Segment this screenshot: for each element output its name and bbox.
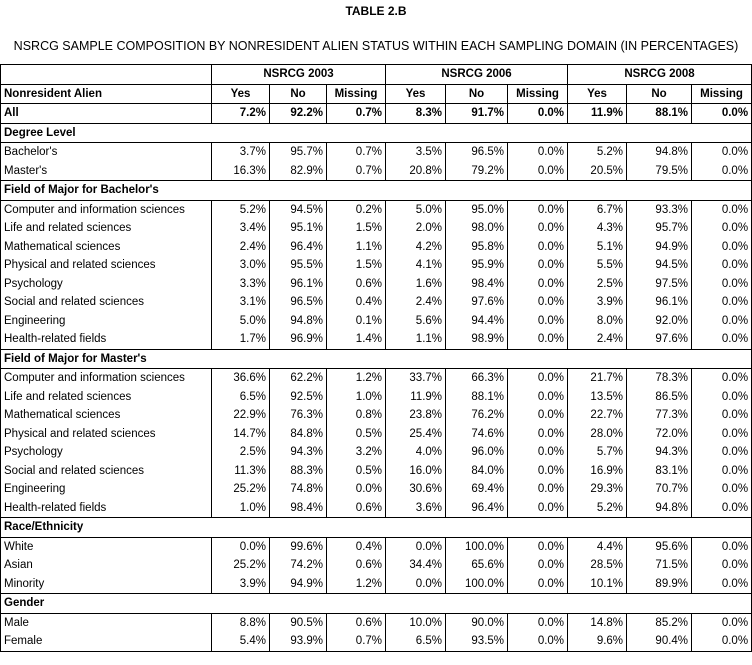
value-cell: 14.8% bbox=[568, 613, 627, 632]
value-cell: 0.0% bbox=[508, 480, 568, 499]
value-cell: 95.7% bbox=[627, 219, 692, 238]
value-cell: 0.0% bbox=[508, 104, 568, 124]
value-cell: 25.2% bbox=[212, 480, 270, 499]
value-cell: 79.2% bbox=[446, 162, 508, 181]
value-cell: 94.5% bbox=[270, 200, 327, 219]
value-cell: 23.8% bbox=[386, 406, 446, 425]
value-cell: 0.0% bbox=[508, 238, 568, 257]
value-cell: 97.6% bbox=[627, 330, 692, 349]
table-row bbox=[1, 632, 752, 651]
value-cell: 85.2% bbox=[627, 613, 692, 632]
value-cell: 76.3% bbox=[270, 406, 327, 425]
value-cell: 25.2% bbox=[212, 556, 270, 575]
table-row bbox=[1, 275, 752, 294]
value-cell: 92.5% bbox=[270, 388, 327, 407]
value-cell: 82.9% bbox=[270, 162, 327, 181]
value-cell: 0.0% bbox=[508, 200, 568, 219]
value-cell: 99.6% bbox=[270, 537, 327, 556]
section-header-row bbox=[1, 594, 752, 614]
value-cell: 0.0% bbox=[692, 200, 752, 219]
value-cell: 1.7% bbox=[212, 330, 270, 349]
row-label: Health-related fields bbox=[1, 499, 212, 518]
value-cell: 95.1% bbox=[270, 219, 327, 238]
value-cell: 21.7% bbox=[568, 369, 627, 388]
value-cell: 94.3% bbox=[627, 443, 692, 462]
value-cell: 25.4% bbox=[386, 425, 446, 444]
group-header: NSRCG 2008 bbox=[568, 65, 752, 85]
value-cell: 0.0% bbox=[692, 556, 752, 575]
row-label: All bbox=[1, 104, 212, 124]
value-cell: 65.6% bbox=[446, 556, 508, 575]
value-cell: 84.0% bbox=[446, 462, 508, 481]
value-cell: 74.8% bbox=[270, 480, 327, 499]
value-cell: 4.2% bbox=[386, 238, 446, 257]
value-cell: 2.4% bbox=[568, 330, 627, 349]
subheader-no: No bbox=[446, 84, 508, 104]
value-cell: 96.5% bbox=[446, 143, 508, 162]
subheader-missing: Missing bbox=[508, 84, 568, 104]
value-cell: 66.3% bbox=[446, 369, 508, 388]
value-cell: 100.0% bbox=[446, 537, 508, 556]
value-cell: 0.0% bbox=[508, 443, 568, 462]
value-cell: 95.0% bbox=[446, 200, 508, 219]
value-cell: 0.6% bbox=[327, 499, 386, 518]
value-cell: 83.1% bbox=[627, 462, 692, 481]
value-cell: 0.0% bbox=[508, 369, 568, 388]
table-row bbox=[1, 219, 752, 238]
value-cell: 95.6% bbox=[627, 537, 692, 556]
value-cell: 0.0% bbox=[692, 330, 752, 349]
value-cell: 0.0% bbox=[508, 143, 568, 162]
value-cell: 5.5% bbox=[568, 256, 627, 275]
value-cell: 3.7% bbox=[212, 143, 270, 162]
value-cell: 96.1% bbox=[270, 275, 327, 294]
value-cell: 2.5% bbox=[568, 275, 627, 294]
subheader-yes: Yes bbox=[212, 84, 270, 104]
table-row bbox=[1, 613, 752, 632]
value-cell: 88.3% bbox=[270, 462, 327, 481]
value-cell: 0.0% bbox=[692, 219, 752, 238]
row-label: Social and related sciences bbox=[1, 462, 212, 481]
value-cell: 0.0% bbox=[386, 575, 446, 594]
value-cell: 0.0% bbox=[508, 499, 568, 518]
value-cell: 0.0% bbox=[692, 388, 752, 407]
section-header-row bbox=[1, 123, 752, 143]
table-row bbox=[1, 443, 752, 462]
value-cell: 7.2% bbox=[212, 104, 270, 124]
value-cell: 0.0% bbox=[692, 104, 752, 124]
composition-table bbox=[0, 64, 752, 652]
value-cell: 86.5% bbox=[627, 388, 692, 407]
row-label: Bachelor's bbox=[1, 143, 212, 162]
value-cell: 5.0% bbox=[212, 312, 270, 331]
value-cell: 0.7% bbox=[327, 162, 386, 181]
value-cell: 94.4% bbox=[446, 312, 508, 331]
value-cell: 95.8% bbox=[446, 238, 508, 257]
table-row bbox=[1, 312, 752, 331]
table-row bbox=[1, 499, 752, 518]
value-cell: 98.4% bbox=[446, 275, 508, 294]
group-header-row bbox=[1, 65, 752, 85]
section-title: Gender bbox=[1, 594, 752, 614]
value-cell: 0.0% bbox=[508, 256, 568, 275]
table-subtitle: NSRCG SAMPLE COMPOSITION BY NONRESIDENT ALIEN STATUS WITHIN EACH SAMPLING DOMAIN (IN PERCENTAGES) bbox=[13, 39, 739, 53]
value-cell: 0.0% bbox=[508, 275, 568, 294]
value-cell: 96.4% bbox=[446, 499, 508, 518]
value-cell: 22.7% bbox=[568, 406, 627, 425]
value-cell: 22.9% bbox=[212, 406, 270, 425]
value-cell: 94.5% bbox=[627, 256, 692, 275]
value-cell: 93.3% bbox=[627, 200, 692, 219]
row-label: Asian bbox=[1, 556, 212, 575]
value-cell: 5.7% bbox=[568, 443, 627, 462]
row-label: Physical and related sciences bbox=[1, 256, 212, 275]
value-cell: 5.2% bbox=[212, 200, 270, 219]
value-cell: 1.0% bbox=[327, 388, 386, 407]
value-cell: 0.0% bbox=[692, 406, 752, 425]
subheader-no: No bbox=[627, 84, 692, 104]
section-header-row bbox=[1, 518, 752, 538]
value-cell: 91.7% bbox=[446, 104, 508, 124]
value-cell: 0.0% bbox=[692, 575, 752, 594]
value-cell: 74.6% bbox=[446, 425, 508, 444]
value-cell: 90.5% bbox=[270, 613, 327, 632]
value-cell: 92.2% bbox=[270, 104, 327, 124]
value-cell: 11.3% bbox=[212, 462, 270, 481]
value-cell: 89.9% bbox=[627, 575, 692, 594]
value-cell: 6.5% bbox=[212, 388, 270, 407]
table-row bbox=[1, 162, 752, 181]
row-label: Mathematical sciences bbox=[1, 406, 212, 425]
value-cell: 96.1% bbox=[627, 293, 692, 312]
section-title: Field of Major for Master's bbox=[1, 349, 752, 369]
value-cell: 93.5% bbox=[446, 632, 508, 651]
subheader-row bbox=[1, 84, 752, 104]
group-header: NSRCG 2003 bbox=[212, 65, 386, 85]
value-cell: 0.0% bbox=[692, 537, 752, 556]
value-cell: 0.0% bbox=[692, 293, 752, 312]
value-cell: 90.4% bbox=[627, 632, 692, 651]
value-cell: 95.9% bbox=[446, 256, 508, 275]
value-cell: 0.0% bbox=[692, 275, 752, 294]
value-cell: 84.8% bbox=[270, 425, 327, 444]
value-cell: 70.7% bbox=[627, 480, 692, 499]
value-cell: 4.1% bbox=[386, 256, 446, 275]
value-cell: 3.5% bbox=[386, 143, 446, 162]
row-label: Engineering bbox=[1, 312, 212, 331]
value-cell: 93.9% bbox=[270, 632, 327, 651]
value-cell: 4.4% bbox=[568, 537, 627, 556]
value-cell: 0.0% bbox=[327, 480, 386, 499]
value-cell: 36.6% bbox=[212, 369, 270, 388]
value-cell: 0.0% bbox=[692, 143, 752, 162]
row-label: Psychology bbox=[1, 443, 212, 462]
value-cell: 78.3% bbox=[627, 369, 692, 388]
value-cell: 0.0% bbox=[508, 462, 568, 481]
value-cell: 0.0% bbox=[212, 537, 270, 556]
value-cell: 0.0% bbox=[508, 556, 568, 575]
value-cell: 0.0% bbox=[508, 388, 568, 407]
value-cell: 0.0% bbox=[692, 499, 752, 518]
value-cell: 71.5% bbox=[627, 556, 692, 575]
value-cell: 16.9% bbox=[568, 462, 627, 481]
value-cell: 29.3% bbox=[568, 480, 627, 499]
value-cell: 20.5% bbox=[568, 162, 627, 181]
value-cell: 1.5% bbox=[327, 219, 386, 238]
value-cell: 0.5% bbox=[327, 462, 386, 481]
value-cell: 97.5% bbox=[627, 275, 692, 294]
table-title: TABLE 2.B bbox=[345, 4, 407, 18]
value-cell: 0.0% bbox=[508, 293, 568, 312]
section-header-row bbox=[1, 349, 752, 369]
table-row bbox=[1, 104, 752, 124]
value-cell: 0.0% bbox=[692, 480, 752, 499]
value-cell: 62.2% bbox=[270, 369, 327, 388]
value-cell: 3.4% bbox=[212, 219, 270, 238]
value-cell: 3.9% bbox=[568, 293, 627, 312]
value-cell: 0.0% bbox=[692, 632, 752, 651]
table-row bbox=[1, 369, 752, 388]
value-cell: 0.0% bbox=[508, 613, 568, 632]
value-cell: 5.4% bbox=[212, 632, 270, 651]
value-cell: 0.6% bbox=[327, 275, 386, 294]
subheader-missing: Missing bbox=[327, 84, 386, 104]
value-cell: 95.5% bbox=[270, 256, 327, 275]
value-cell: 13.5% bbox=[568, 388, 627, 407]
value-cell: 1.2% bbox=[327, 369, 386, 388]
value-cell: 77.3% bbox=[627, 406, 692, 425]
value-cell: 79.5% bbox=[627, 162, 692, 181]
row-label: Psychology bbox=[1, 275, 212, 294]
value-cell: 88.1% bbox=[627, 104, 692, 124]
value-cell: 16.3% bbox=[212, 162, 270, 181]
row-label: Life and related sciences bbox=[1, 219, 212, 238]
section-title: Degree Level bbox=[1, 123, 752, 143]
value-cell: 0.0% bbox=[508, 406, 568, 425]
row-label: Computer and information sciences bbox=[1, 200, 212, 219]
value-cell: 1.1% bbox=[386, 330, 446, 349]
value-cell: 2.4% bbox=[212, 238, 270, 257]
row-label: Health-related fields bbox=[1, 330, 212, 349]
table-row bbox=[1, 256, 752, 275]
table-row bbox=[1, 556, 752, 575]
row-label: Physical and related sciences bbox=[1, 425, 212, 444]
value-cell: 8.0% bbox=[568, 312, 627, 331]
value-cell: 3.0% bbox=[212, 256, 270, 275]
value-cell: 16.0% bbox=[386, 462, 446, 481]
value-cell: 92.0% bbox=[627, 312, 692, 331]
value-cell: 1.1% bbox=[327, 238, 386, 257]
value-cell: 0.0% bbox=[508, 632, 568, 651]
table-row bbox=[1, 143, 752, 162]
table-row bbox=[1, 425, 752, 444]
subheader-no: No bbox=[270, 84, 327, 104]
value-cell: 0.0% bbox=[386, 537, 446, 556]
value-cell: 2.5% bbox=[212, 443, 270, 462]
value-cell: 10.0% bbox=[386, 613, 446, 632]
value-cell: 3.6% bbox=[386, 499, 446, 518]
group-header: NSRCG 2006 bbox=[386, 65, 568, 85]
value-cell: 33.7% bbox=[386, 369, 446, 388]
value-cell: 0.0% bbox=[508, 162, 568, 181]
value-cell: 94.9% bbox=[270, 575, 327, 594]
value-cell: 94.9% bbox=[627, 238, 692, 257]
value-cell: 3.9% bbox=[212, 575, 270, 594]
value-cell: 0.0% bbox=[508, 537, 568, 556]
value-cell: 0.0% bbox=[692, 238, 752, 257]
value-cell: 4.0% bbox=[386, 443, 446, 462]
value-cell: 2.0% bbox=[386, 219, 446, 238]
table-row bbox=[1, 200, 752, 219]
row-label: Mathematical sciences bbox=[1, 238, 212, 257]
value-cell: 0.0% bbox=[692, 369, 752, 388]
value-cell: 3.1% bbox=[212, 293, 270, 312]
value-cell: 94.3% bbox=[270, 443, 327, 462]
value-cell: 6.5% bbox=[386, 632, 446, 651]
section-header-row bbox=[1, 181, 752, 201]
value-cell: 76.2% bbox=[446, 406, 508, 425]
value-cell: 8.8% bbox=[212, 613, 270, 632]
value-cell: 98.9% bbox=[446, 330, 508, 349]
table-row bbox=[1, 462, 752, 481]
value-cell: 28.5% bbox=[568, 556, 627, 575]
value-cell: 1.2% bbox=[327, 575, 386, 594]
value-cell: 96.5% bbox=[270, 293, 327, 312]
value-cell: 100.0% bbox=[446, 575, 508, 594]
value-cell: 94.8% bbox=[627, 499, 692, 518]
value-cell: 0.7% bbox=[327, 143, 386, 162]
table-row bbox=[1, 537, 752, 556]
table-row bbox=[1, 293, 752, 312]
table-row bbox=[1, 388, 752, 407]
value-cell: 96.9% bbox=[270, 330, 327, 349]
table-row bbox=[1, 406, 752, 425]
value-cell: 0.4% bbox=[327, 293, 386, 312]
value-cell: 94.8% bbox=[627, 143, 692, 162]
subheader-missing: Missing bbox=[692, 84, 752, 104]
value-cell: 5.6% bbox=[386, 312, 446, 331]
value-cell: 0.5% bbox=[327, 425, 386, 444]
value-cell: 0.0% bbox=[508, 575, 568, 594]
table-row bbox=[1, 575, 752, 594]
value-cell: 74.2% bbox=[270, 556, 327, 575]
value-cell: 30.6% bbox=[386, 480, 446, 499]
table-row bbox=[1, 480, 752, 499]
value-cell: 0.2% bbox=[327, 200, 386, 219]
value-cell: 11.9% bbox=[386, 388, 446, 407]
value-cell: 0.0% bbox=[692, 443, 752, 462]
value-cell: 0.4% bbox=[327, 537, 386, 556]
value-cell: 0.0% bbox=[508, 425, 568, 444]
value-cell: 0.6% bbox=[327, 613, 386, 632]
value-cell: 10.1% bbox=[568, 575, 627, 594]
row-label: Female bbox=[1, 632, 212, 651]
value-cell: 5.2% bbox=[568, 143, 627, 162]
value-cell: 98.4% bbox=[270, 499, 327, 518]
row-label: Minority bbox=[1, 575, 212, 594]
value-cell: 5.1% bbox=[568, 238, 627, 257]
value-cell: 6.7% bbox=[568, 200, 627, 219]
value-cell: 0.0% bbox=[508, 330, 568, 349]
value-cell: 96.4% bbox=[270, 238, 327, 257]
row-header-label: Nonresident Alien bbox=[1, 84, 212, 104]
value-cell: 5.0% bbox=[386, 200, 446, 219]
value-cell: 0.8% bbox=[327, 406, 386, 425]
value-cell: 0.1% bbox=[327, 312, 386, 331]
table-row bbox=[1, 238, 752, 257]
value-cell: 0.0% bbox=[692, 613, 752, 632]
table-row bbox=[1, 330, 752, 349]
section-title: Field of Major for Bachelor's bbox=[1, 181, 752, 201]
section-title: Race/Ethnicity bbox=[1, 518, 752, 538]
row-label: Master's bbox=[1, 162, 212, 181]
value-cell: 5.2% bbox=[568, 499, 627, 518]
row-label: Life and related sciences bbox=[1, 388, 212, 407]
value-cell: 69.4% bbox=[446, 480, 508, 499]
value-cell: 0.0% bbox=[508, 219, 568, 238]
row-label: White bbox=[1, 537, 212, 556]
row-label: Social and related sciences bbox=[1, 293, 212, 312]
value-cell: 2.4% bbox=[386, 293, 446, 312]
value-cell: 0.0% bbox=[508, 312, 568, 331]
value-cell: 20.8% bbox=[386, 162, 446, 181]
value-cell: 14.7% bbox=[212, 425, 270, 444]
value-cell: 8.3% bbox=[386, 104, 446, 124]
value-cell: 28.0% bbox=[568, 425, 627, 444]
value-cell: 97.6% bbox=[446, 293, 508, 312]
value-cell: 3.3% bbox=[212, 275, 270, 294]
value-cell: 0.7% bbox=[327, 104, 386, 124]
value-cell: 11.9% bbox=[568, 104, 627, 124]
value-cell: 96.0% bbox=[446, 443, 508, 462]
value-cell: 1.4% bbox=[327, 330, 386, 349]
subheader-yes: Yes bbox=[386, 84, 446, 104]
value-cell: 1.5% bbox=[327, 256, 386, 275]
value-cell: 0.0% bbox=[692, 425, 752, 444]
value-cell: 0.0% bbox=[692, 256, 752, 275]
subheader-yes: Yes bbox=[568, 84, 627, 104]
value-cell: 95.7% bbox=[270, 143, 327, 162]
value-cell: 4.3% bbox=[568, 219, 627, 238]
row-label: Male bbox=[1, 613, 212, 632]
value-cell: 88.1% bbox=[446, 388, 508, 407]
value-cell: 0.0% bbox=[692, 312, 752, 331]
value-cell: 9.6% bbox=[568, 632, 627, 651]
value-cell: 34.4% bbox=[386, 556, 446, 575]
blank-header-cell bbox=[1, 65, 212, 85]
value-cell: 0.0% bbox=[692, 162, 752, 181]
value-cell: 0.7% bbox=[327, 632, 386, 651]
value-cell: 1.6% bbox=[386, 275, 446, 294]
value-cell: 72.0% bbox=[627, 425, 692, 444]
value-cell: 94.8% bbox=[270, 312, 327, 331]
row-label: Computer and information sciences bbox=[1, 369, 212, 388]
value-cell: 98.0% bbox=[446, 219, 508, 238]
value-cell: 1.0% bbox=[212, 499, 270, 518]
value-cell: 90.0% bbox=[446, 613, 508, 632]
value-cell: 0.0% bbox=[692, 462, 752, 481]
row-label: Engineering bbox=[1, 480, 212, 499]
value-cell: 0.6% bbox=[327, 556, 386, 575]
value-cell: 3.2% bbox=[327, 443, 386, 462]
